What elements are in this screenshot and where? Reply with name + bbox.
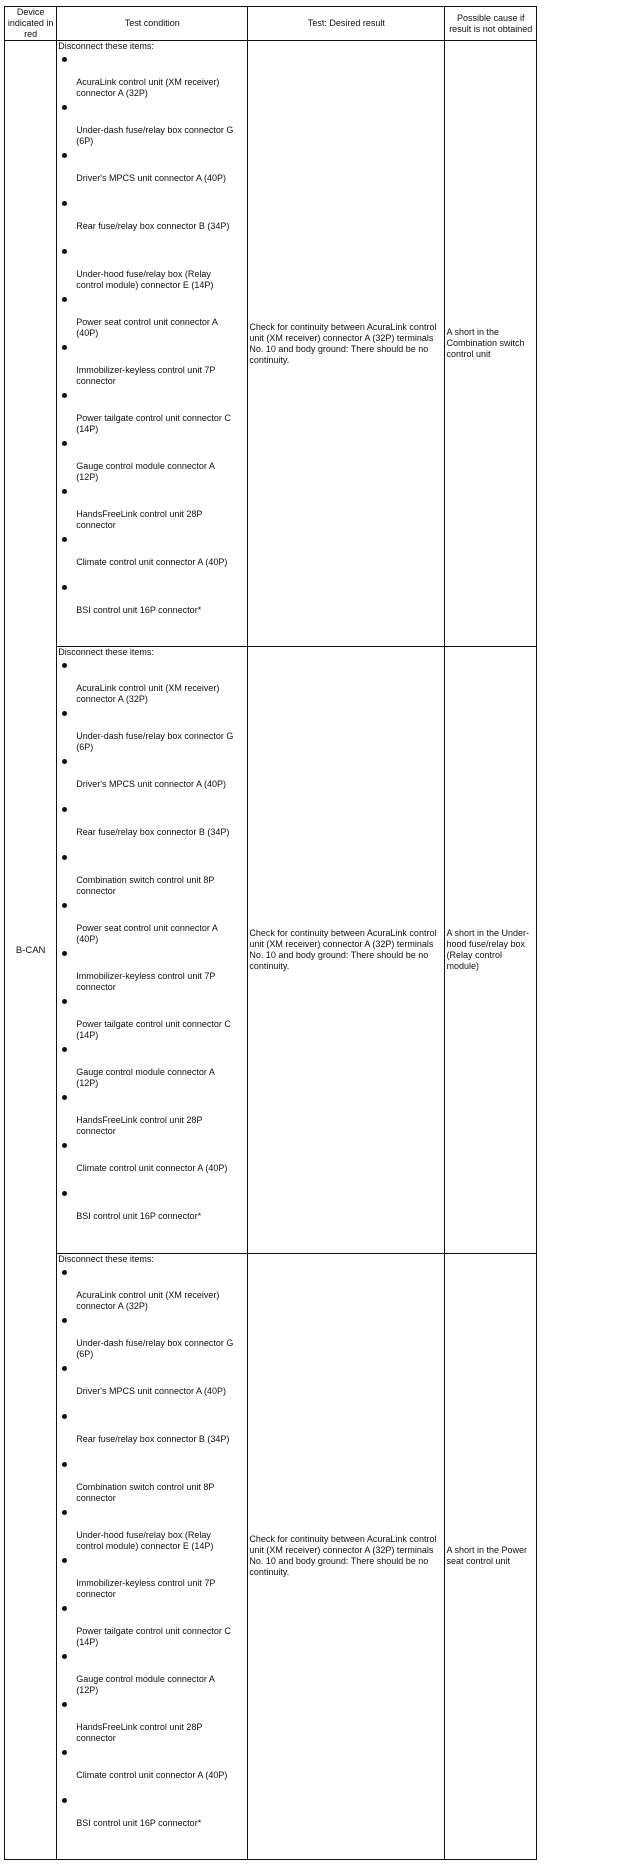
list-item-text: Rear fuse/relay box connector B (34P) xyxy=(76,827,230,838)
bullet-icon xyxy=(62,1462,67,1467)
list-item-text: Rear fuse/relay box connector B (34P) xyxy=(76,221,230,231)
test-condition-cell xyxy=(57,41,248,647)
list-item-text: BSI control unit 16P connector* xyxy=(76,605,202,615)
list-item xyxy=(58,1045,246,1093)
list-item xyxy=(58,55,246,103)
list-item-text: Under-dash fuse/relay box connector G (6P) xyxy=(76,125,234,146)
list-item xyxy=(58,295,246,343)
condition-intro: Disconnect these items: xyxy=(58,41,154,51)
possible-cause-cell: A short in the Combination switch control unit xyxy=(445,41,537,647)
header-desired-result: Test: Desired result xyxy=(248,7,445,41)
list-item-text: Under-dash fuse/relay box connector G (6P) xyxy=(76,1337,234,1359)
list-item xyxy=(58,1316,246,1364)
bullet-icon xyxy=(62,1798,67,1803)
list-item xyxy=(58,439,246,487)
condition-intro: Disconnect these items: xyxy=(58,647,154,658)
list-item-text: HandsFreeLink control unit 28P connector xyxy=(76,509,203,530)
list-item xyxy=(58,1460,246,1508)
list-item xyxy=(58,391,246,439)
list-item xyxy=(58,1652,246,1700)
list-item xyxy=(58,1364,246,1412)
list-item-text: Combination switch control unit 8P connector xyxy=(76,875,215,897)
list-item-text: Under-hood fuse/relay box (Relay control module) connector E (14P) xyxy=(76,1529,214,1551)
possible-cause-cell: A short in the Power seat control unit xyxy=(445,1253,537,1859)
list-item-text: Driver's MPCS unit connector A (40P) xyxy=(76,1385,227,1396)
header-test-condition: Test condition xyxy=(57,7,248,41)
list-item-text: Gauge control module connector A (12P) xyxy=(76,1067,215,1089)
list-item-text: Rear fuse/relay box connector B (34P) xyxy=(76,1433,230,1444)
list-item-text: HandsFreeLink control unit 28P connector xyxy=(76,1721,203,1743)
bullet-icon xyxy=(62,1414,67,1419)
list-item xyxy=(58,1412,246,1460)
disconnect-list xyxy=(58,55,246,621)
list-item-text: Power tailgate control unit connector C (14P) xyxy=(76,1625,231,1647)
bullet-icon xyxy=(62,1318,67,1323)
list-item xyxy=(58,199,246,247)
list-item xyxy=(58,901,246,949)
list-item-text: Climate control unit connector A (40P) xyxy=(76,1163,228,1174)
list-item-text: Under-dash fuse/relay box connector G (6P) xyxy=(76,731,234,753)
list-item-text: AcuraLink control unit (XM receiver) connector A (32P) xyxy=(76,77,220,98)
bullet-icon xyxy=(62,1366,67,1371)
list-item-text: Immobilizer-keyless control unit 7P connector xyxy=(76,365,216,386)
list-item xyxy=(58,1268,246,1316)
bullet-icon xyxy=(62,1510,67,1515)
list-item-text: HandsFreeLink control unit 28P connector xyxy=(76,1115,203,1137)
bullet-icon xyxy=(62,1750,67,1755)
condition-intro: Disconnect these items: xyxy=(58,1253,154,1264)
desired-result-cell: Check for continuity between AcuraLink control unit (XM receiver) connector A (32P) terminals No. 10 and body ground: There should be no continuity. xyxy=(248,41,445,647)
list-item xyxy=(58,1508,246,1556)
table-row xyxy=(5,647,537,1253)
list-item-text: Combination switch control unit 8P connector xyxy=(76,1481,215,1503)
bullet-icon xyxy=(62,1270,67,1275)
list-item-text: Climate control unit connector A (40P) xyxy=(76,1769,228,1780)
bullet-icon xyxy=(62,1558,67,1563)
list-item-text: BSI control unit 16P connector* xyxy=(76,1817,202,1828)
list-item xyxy=(58,151,246,199)
list-item-text: AcuraLink control unit (XM receiver) connector A (32P) xyxy=(76,683,220,705)
list-item xyxy=(58,949,246,997)
list-item xyxy=(58,343,246,391)
list-item-text: Climate control unit connector A (40P) xyxy=(76,557,228,567)
list-item-text: Power tailgate control unit connector C (14P) xyxy=(76,1019,231,1041)
bullet-icon xyxy=(62,1606,67,1611)
header-possible-cause: Possible cause if result is not obtained xyxy=(445,7,537,41)
list-item xyxy=(58,1189,246,1227)
list-item xyxy=(58,535,246,583)
desired-result-cell: Check for continuity between AcuraLink control unit (XM receiver) connector A (32P) terminals No. 10 and body ground: There should be no continuity. xyxy=(248,647,445,1253)
table-header-row xyxy=(5,7,537,41)
list-item-text: Gauge control module connector A (12P) xyxy=(76,461,215,482)
list-item xyxy=(58,1748,246,1796)
test-condition-cell xyxy=(57,647,248,1253)
list-item xyxy=(58,1700,246,1748)
list-item xyxy=(58,661,246,709)
list-item-text: AcuraLink control unit (XM receiver) connector A (32P) xyxy=(76,1289,220,1311)
bullet-icon xyxy=(62,1654,67,1659)
test-condition-cell xyxy=(57,1253,248,1859)
disconnect-list xyxy=(58,661,246,1227)
list-item xyxy=(58,853,246,901)
list-item xyxy=(58,487,246,535)
list-item xyxy=(58,805,246,853)
list-item xyxy=(58,757,246,805)
list-item xyxy=(58,1556,246,1604)
list-item xyxy=(58,1093,246,1141)
list-item-text: Driver's MPCS unit connector A (40P) xyxy=(76,779,227,790)
list-item xyxy=(58,103,246,151)
list-item xyxy=(58,997,246,1045)
device-cell: B-CAN xyxy=(5,41,57,1860)
disconnect-list xyxy=(58,1268,246,1834)
list-item-text: Driver's MPCS unit connector A (40P) xyxy=(76,173,227,183)
list-item-text: Under-hood fuse/relay box (Relay control module) connector E (14P) xyxy=(76,269,214,290)
table-body xyxy=(5,41,537,1860)
list-item-text: Power seat control unit connector A (40P) xyxy=(76,923,218,945)
list-item-text: Power seat control unit connector A (40P) xyxy=(76,317,218,338)
bullet-icon xyxy=(62,1702,67,1707)
list-item xyxy=(58,247,246,295)
list-item xyxy=(58,583,246,621)
diagnostic-table xyxy=(4,6,537,1860)
list-item-text: Gauge control module connector A (12P) xyxy=(76,1673,215,1695)
list-item xyxy=(58,1141,246,1189)
list-item xyxy=(58,1604,246,1652)
list-item-text: Immobilizer-keyless control unit 7P connector xyxy=(76,971,216,993)
list-item-text: Power tailgate control unit connector C (14P) xyxy=(76,413,231,434)
header-device: Device indicated in red xyxy=(5,7,57,41)
list-item xyxy=(58,1796,246,1834)
possible-cause-cell: A short in the Under-hood fuse/relay box (Relay control module) xyxy=(445,647,537,1253)
list-item-text: BSI control unit 16P connector* xyxy=(76,1211,202,1222)
table-row xyxy=(5,1253,537,1859)
table-row xyxy=(5,41,537,647)
list-item xyxy=(58,709,246,757)
desired-result-cell: Check for continuity between AcuraLink control unit (XM receiver) connector A (32P) terminals No. 10 and body ground: There should be no continuity. xyxy=(248,1253,445,1859)
list-item-text: Immobilizer-keyless control unit 7P connector xyxy=(76,1577,216,1599)
